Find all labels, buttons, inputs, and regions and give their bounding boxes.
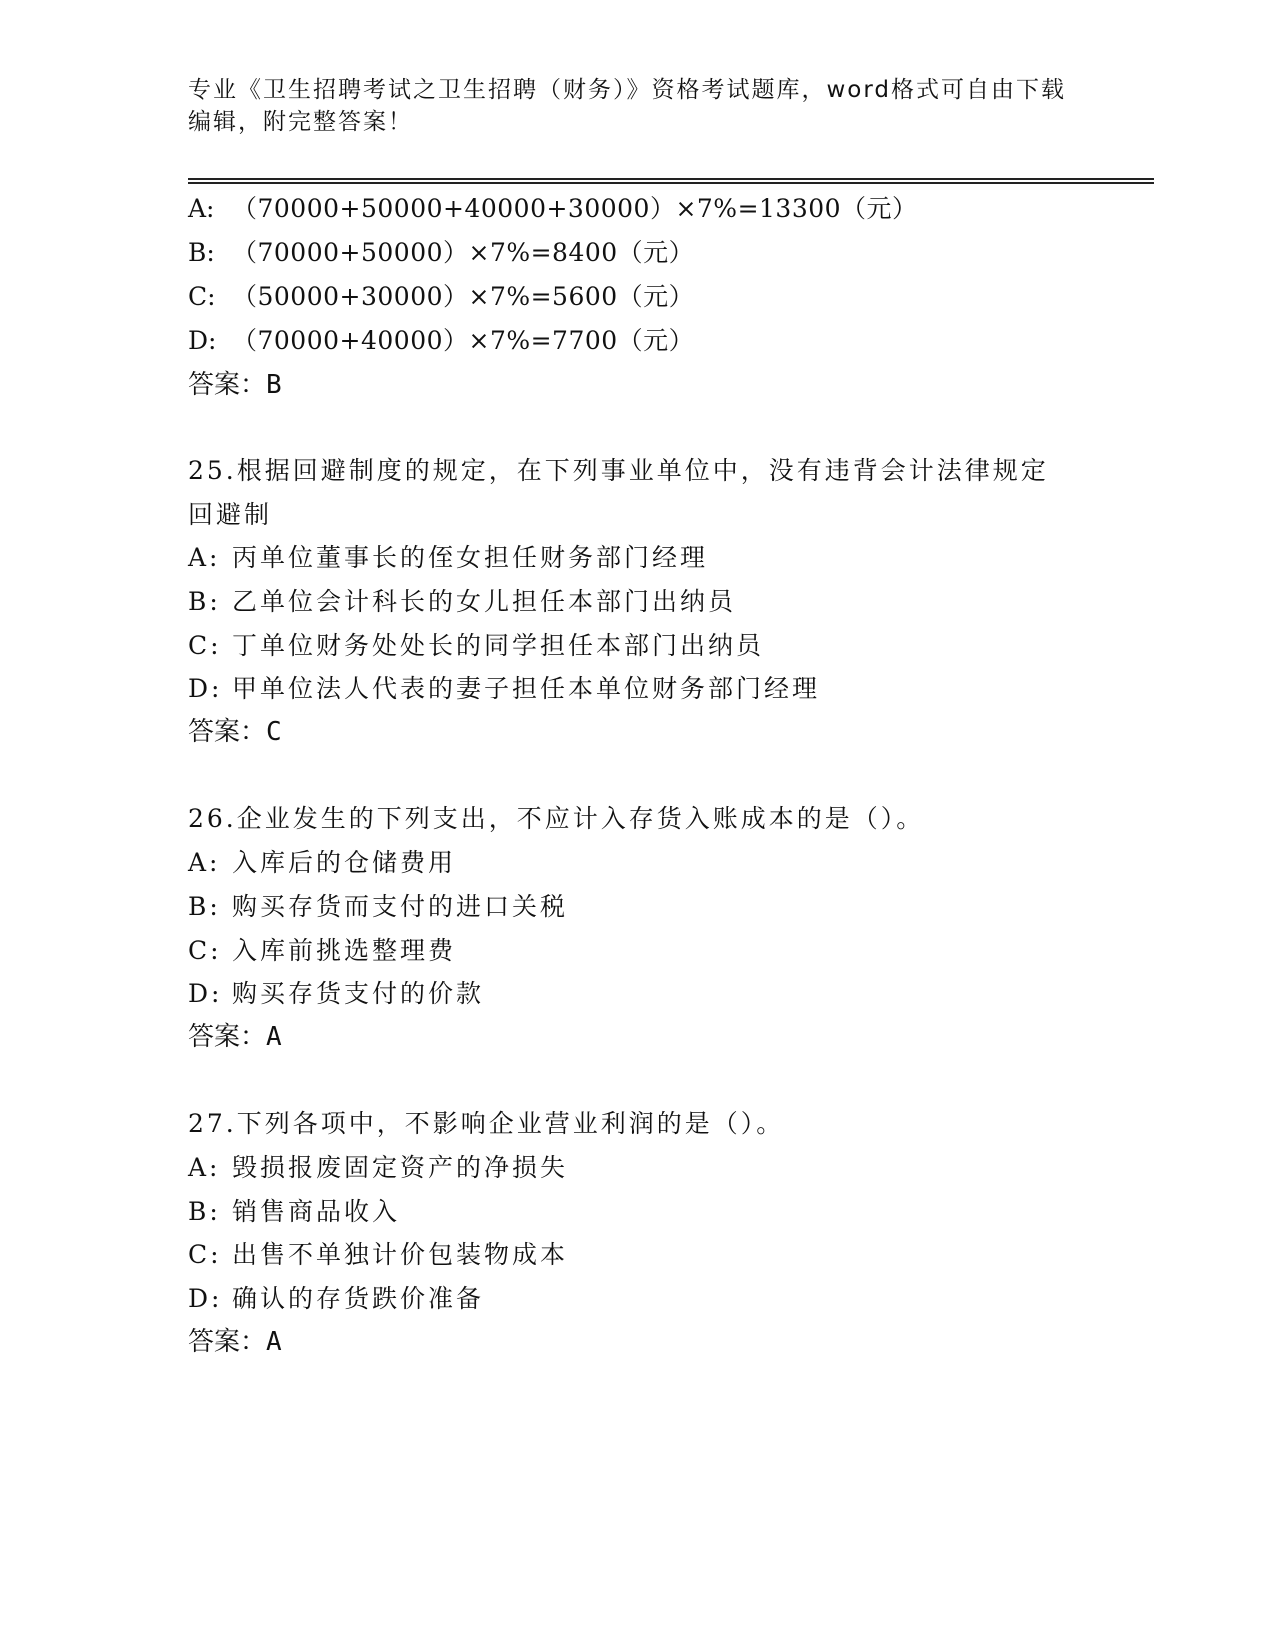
document-header [188, 74, 1068, 138]
option-text: （50000+30000）×7%=5600（元） [232, 282, 695, 311]
q27-option-b [188, 1196, 400, 1228]
q27-stem: 27.下列各项中，不影响企业营业利润的是（）。 [188, 1109, 785, 1138]
answer-label: 答案： [188, 1022, 267, 1052]
q26-option-b [188, 891, 568, 923]
option-letter: C: [188, 282, 216, 311]
prev-option-d [188, 325, 694, 357]
option-text: （70000+50000+40000+30000）×7%=13300（元） [232, 194, 918, 223]
option-text: 购买存货支付的价款 [232, 979, 485, 1008]
option-letter: D: [188, 1284, 223, 1313]
q26-option-d [188, 978, 484, 1010]
option-letter: A: [188, 543, 221, 572]
q27-answer [188, 1326, 282, 1358]
option-text: 确认的存货跌价准备 [232, 1284, 485, 1313]
option-text: 出售不单独计价包装物成本 [232, 1240, 569, 1269]
option-text: 丙单位董事长的侄女担任财务部门经理 [232, 543, 709, 572]
option-letter: B: [188, 892, 221, 921]
option-letter: C: [188, 1240, 222, 1269]
option-letter: B: [188, 587, 221, 616]
option-letter: C: [188, 631, 222, 660]
answer-value: B [266, 370, 282, 400]
header-divider-bottom [188, 182, 1154, 184]
header-line-1: 专业《卫生招聘考试之卫生招聘（财务）》资格考试题库，word格式可自由下载 [188, 77, 1067, 103]
header-line-2: 编辑，附完整答案！ [188, 109, 413, 135]
option-letter: D: [188, 674, 223, 703]
option-text: 丁单位财务处处长的同学担任本部门出纳员 [232, 631, 765, 660]
answer-value: A [266, 1327, 282, 1357]
answer-label: 答案： [188, 1327, 267, 1357]
answer-value: A [266, 1022, 282, 1052]
option-letter: A: [188, 194, 215, 223]
q26-stem: 26.企业发生的下列支出，不应计入存货入账成本的是（）。 [188, 804, 925, 833]
option-text: 乙单位会计科长的女儿担任本部门出纳员 [232, 587, 737, 616]
q26-option-c [188, 935, 456, 967]
q25-answer [188, 716, 282, 748]
q25-option-c [188, 630, 764, 662]
q26-option-a [188, 847, 456, 879]
option-text: 入库后的仓储费用 [232, 848, 457, 877]
q25-option-d [188, 673, 820, 705]
option-text: 毁损报废固定资产的净损失 [232, 1153, 569, 1182]
q25-stem-line-1: 25.根据回避制度的规定，在下列事业单位中，没有违背会计法律规定 [188, 456, 1049, 485]
option-text: （70000+50000）×7%=8400（元） [232, 238, 695, 267]
header-divider-top [188, 178, 1154, 180]
prev-option-a [188, 193, 918, 225]
option-text: 购买存货而支付的进口关税 [232, 892, 569, 921]
prev-option-c [188, 281, 694, 313]
option-letter: C: [188, 936, 222, 965]
answer-value: C [266, 717, 282, 747]
option-letter: A: [188, 848, 221, 877]
option-text: （70000+40000）×7%=7700（元） [232, 326, 695, 355]
prev-answer [188, 369, 282, 401]
q27-option-a [188, 1152, 568, 1184]
option-letter: A: [188, 1153, 221, 1182]
option-text: 销售商品收入 [232, 1197, 401, 1226]
q25-stem-line-2: 回避制 [188, 500, 273, 529]
q27-option-c [188, 1239, 568, 1271]
q27-option-d [188, 1283, 484, 1315]
q25-option-a [188, 542, 708, 574]
option-letter: B: [188, 238, 215, 267]
option-letter: D: [188, 326, 217, 355]
answer-label: 答案： [188, 717, 267, 747]
answer-label: 答案： [188, 370, 267, 400]
option-text: 甲单位法人代表的妻子担任本单位财务部门经理 [232, 674, 821, 703]
prev-option-b [188, 237, 694, 269]
option-letter: D: [188, 979, 223, 1008]
option-text: 入库前挑选整理费 [232, 936, 457, 965]
q25-option-b [188, 586, 736, 618]
option-letter: B: [188, 1197, 221, 1226]
q26-answer [188, 1021, 282, 1053]
